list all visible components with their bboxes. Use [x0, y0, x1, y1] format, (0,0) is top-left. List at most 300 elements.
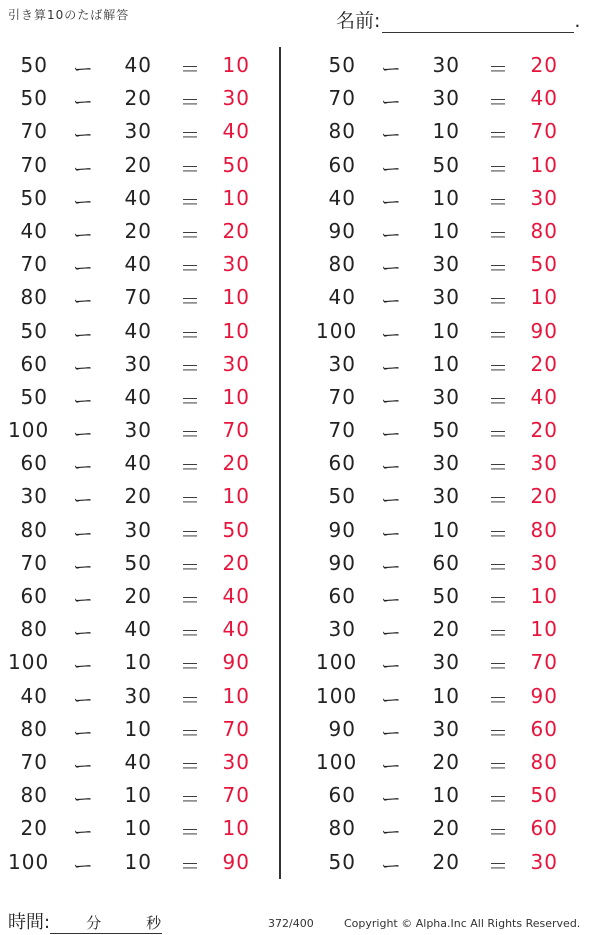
- problem-row: [0, 214, 280, 247]
- subtrahend: 30: [124, 418, 152, 443]
- minuend: 80: [20, 783, 48, 808]
- problem-row: [0, 446, 280, 479]
- equals-sign: ＝: [180, 820, 201, 845]
- subtrahend: 50: [432, 418, 460, 443]
- minuend: 90: [328, 517, 356, 542]
- equals-sign: ＝: [180, 189, 201, 214]
- subtrahend: 20: [124, 218, 152, 243]
- equals-sign: ＝: [180, 654, 201, 679]
- answer: 10: [222, 185, 250, 210]
- problem-row: [0, 645, 280, 678]
- time-label: 時間:: [8, 912, 51, 933]
- problem-row: [0, 579, 280, 612]
- minuend: 90: [328, 716, 356, 741]
- minuend: 70: [328, 86, 356, 111]
- problem-row: [0, 513, 280, 546]
- answer: 40: [530, 384, 558, 409]
- name-label: 名前:: [336, 10, 381, 32]
- minuend: 60: [328, 451, 356, 476]
- problem-row: [308, 778, 588, 811]
- problem-row: [0, 81, 280, 114]
- subtrahend: 10: [124, 849, 152, 874]
- answer: 10: [530, 285, 558, 310]
- subtrahend: 10: [432, 683, 460, 708]
- equals-sign: ＝: [180, 123, 201, 148]
- problem-row: [308, 181, 588, 214]
- subtrahend: 40: [124, 749, 152, 774]
- minus-sign: ー: [73, 554, 94, 579]
- subtrahend: 30: [124, 683, 152, 708]
- minuend: 50: [20, 384, 48, 409]
- subtrahend: 20: [124, 584, 152, 608]
- equals-sign: ＝: [180, 621, 201, 646]
- subtrahend: 40: [124, 451, 152, 476]
- answer: 40: [530, 86, 558, 111]
- minus-sign: ー: [381, 787, 402, 812]
- subtrahend: 30: [432, 53, 460, 77]
- answer: 50: [530, 252, 558, 277]
- subtrahend: 10: [124, 783, 152, 808]
- answer: 80: [530, 749, 558, 774]
- problem-row: [0, 114, 280, 147]
- problem-row: [0, 778, 280, 811]
- minuend: 100: [8, 650, 50, 675]
- problem-row: [308, 48, 588, 81]
- problem-row: [0, 712, 280, 745]
- problem-row: [0, 413, 280, 446]
- equals-sign: ＝: [488, 488, 509, 513]
- equals-sign: ＝: [488, 422, 509, 447]
- minuend: 100: [316, 650, 358, 675]
- answer: 70: [222, 418, 250, 443]
- subtrahend: 20: [432, 749, 460, 774]
- equals-sign: ＝: [180, 554, 201, 579]
- problem-row: [308, 513, 588, 546]
- minus-sign: ー: [73, 256, 94, 281]
- subtrahend: 10: [124, 716, 152, 741]
- minuend: 40: [20, 683, 48, 708]
- minuend: 100: [316, 318, 358, 343]
- equals-sign: ＝: [488, 355, 509, 380]
- name-blank-line: [382, 12, 574, 33]
- minuend: 100: [8, 849, 50, 874]
- equals-sign: ＝: [488, 554, 509, 579]
- equals-sign: ＝: [488, 654, 509, 679]
- problem-row: [308, 479, 588, 512]
- minuend: 50: [328, 53, 356, 77]
- subtrahend: 30: [432, 252, 460, 277]
- minus-sign: ー: [73, 753, 94, 778]
- minus-sign: ー: [381, 289, 402, 314]
- subtrahend: 20: [124, 152, 152, 177]
- subtrahend: 20: [124, 86, 152, 111]
- minus-sign: ー: [73, 455, 94, 480]
- minuend: 30: [328, 351, 356, 376]
- subtrahend: 40: [124, 318, 152, 343]
- minus-sign: ー: [381, 256, 402, 281]
- subtrahend: 50: [124, 550, 152, 575]
- subtrahend: 30: [432, 86, 460, 111]
- minuend: 90: [328, 550, 356, 575]
- equals-sign: ＝: [180, 853, 201, 878]
- minuend: 70: [328, 384, 356, 409]
- minuend: 50: [20, 185, 48, 210]
- subtrahend: 40: [124, 252, 152, 277]
- equals-sign: ＝: [180, 720, 201, 745]
- minuend: 50: [328, 484, 356, 509]
- answer: 10: [222, 816, 250, 841]
- minuend: 80: [20, 517, 48, 542]
- minus-sign: ー: [73, 388, 94, 413]
- problem-row: [308, 845, 588, 878]
- equals-sign: ＝: [488, 753, 509, 778]
- answer: 70: [222, 783, 250, 808]
- subtrahend: 40: [124, 384, 152, 409]
- problem-row: [0, 679, 280, 712]
- answer: 80: [530, 218, 558, 243]
- minus-sign: ー: [381, 189, 402, 214]
- subtrahend: 30: [124, 517, 152, 542]
- minus-sign: ー: [381, 720, 402, 745]
- subtrahend: 30: [432, 451, 460, 476]
- minus-sign: ー: [73, 322, 94, 347]
- subtrahend: 50: [432, 584, 460, 608]
- minus-sign: ー: [381, 90, 402, 115]
- answer: 30: [530, 849, 558, 874]
- problem-row: [308, 413, 588, 446]
- problem-row: [308, 81, 588, 114]
- equals-sign: ＝: [488, 820, 509, 845]
- minus-sign: ー: [73, 521, 94, 546]
- problem-row: [0, 347, 280, 380]
- minus-sign: ー: [381, 853, 402, 878]
- minus-sign: ー: [381, 753, 402, 778]
- answer: 20: [530, 351, 558, 376]
- answer: 80: [530, 517, 558, 542]
- minus-sign: ー: [381, 123, 402, 148]
- minuend: 20: [20, 816, 48, 841]
- answer: 30: [222, 252, 250, 277]
- problem-row: [0, 314, 280, 347]
- minus-sign: ー: [73, 588, 94, 612]
- minuend: 80: [20, 617, 48, 642]
- seconds-unit: 秒: [146, 914, 162, 932]
- subtrahend: 10: [432, 185, 460, 210]
- minus-sign: ー: [381, 355, 402, 380]
- minus-sign: ー: [73, 355, 94, 380]
- problem-row: [0, 745, 280, 778]
- minutes-unit: 分: [86, 914, 102, 932]
- page-number: 372/400: [268, 917, 314, 930]
- name-field: [336, 6, 580, 33]
- equals-sign: ＝: [180, 687, 201, 712]
- problem-row: [0, 380, 280, 413]
- problem-row: [308, 811, 588, 844]
- worksheet-title: 引き算10のたば解答: [8, 8, 130, 22]
- minus-sign: ー: [381, 654, 402, 679]
- minus-sign: ー: [381, 222, 402, 247]
- minus-sign: ー: [381, 488, 402, 513]
- problem-row: [308, 579, 588, 612]
- equals-sign: ＝: [488, 90, 509, 115]
- equals-sign: ＝: [180, 289, 201, 314]
- answer: 30: [222, 749, 250, 774]
- equals-sign: ＝: [488, 256, 509, 281]
- subtrahend: 20: [432, 617, 460, 642]
- equals-sign: ＝: [488, 621, 509, 646]
- minuend: 60: [328, 783, 356, 808]
- problem-row: [308, 247, 588, 280]
- minuend: 80: [328, 252, 356, 277]
- left-problem-column: [0, 48, 280, 878]
- time-field: [8, 908, 162, 934]
- equals-sign: ＝: [488, 189, 509, 214]
- minus-sign: ー: [381, 621, 402, 646]
- answer: 20: [530, 53, 558, 77]
- equals-sign: ＝: [180, 256, 201, 281]
- answer: 10: [530, 584, 558, 608]
- minuend: 50: [20, 318, 48, 343]
- equals-sign: ＝: [180, 156, 201, 181]
- minuend: 30: [20, 484, 48, 509]
- subtrahend: 30: [432, 484, 460, 509]
- equals-sign: ＝: [488, 222, 509, 247]
- subtrahend: 10: [432, 318, 460, 343]
- subtrahend: 70: [124, 285, 152, 310]
- subtrahend: 30: [124, 351, 152, 376]
- equals-sign: ＝: [488, 720, 509, 745]
- subtrahend: 30: [432, 716, 460, 741]
- problem-row: [308, 380, 588, 413]
- answer: 90: [530, 318, 558, 343]
- equals-sign: ＝: [180, 455, 201, 480]
- answer: 20: [222, 550, 250, 575]
- answer: 50: [222, 517, 250, 542]
- equals-sign: ＝: [488, 687, 509, 712]
- equals-sign: ＝: [180, 90, 201, 115]
- minus-sign: ー: [73, 422, 94, 447]
- equals-sign: ＝: [180, 588, 201, 612]
- problem-row: [308, 347, 588, 380]
- subtrahend: 20: [432, 816, 460, 841]
- minuend: 70: [20, 152, 48, 177]
- equals-sign: ＝: [180, 753, 201, 778]
- equals-sign: ＝: [488, 455, 509, 480]
- answer: 20: [222, 218, 250, 243]
- answer: 10: [222, 53, 250, 77]
- equals-sign: ＝: [180, 355, 201, 380]
- minuend: 50: [20, 53, 48, 77]
- equals-sign: ＝: [180, 488, 201, 513]
- subtrahend: 30: [432, 384, 460, 409]
- time-blank-line: [50, 915, 162, 934]
- minus-sign: ー: [73, 57, 94, 81]
- answer: 10: [530, 617, 558, 642]
- minus-sign: ー: [381, 687, 402, 712]
- answer: 20: [530, 418, 558, 443]
- equals-sign: ＝: [488, 156, 509, 181]
- answer: 90: [222, 650, 250, 675]
- answer: 10: [530, 152, 558, 177]
- subtrahend: 40: [124, 53, 152, 77]
- answer: 70: [222, 716, 250, 741]
- equals-sign: ＝: [488, 588, 509, 612]
- minus-sign: ー: [73, 720, 94, 745]
- equals-sign: ＝: [180, 222, 201, 247]
- equals-sign: ＝: [488, 388, 509, 413]
- minus-sign: ー: [381, 388, 402, 413]
- answer: 40: [222, 584, 250, 608]
- problem-row: [308, 546, 588, 579]
- equals-sign: ＝: [488, 521, 509, 546]
- problem-row: [0, 479, 280, 512]
- problem-row: [0, 811, 280, 844]
- minus-sign: ー: [381, 554, 402, 579]
- problem-row: [0, 845, 280, 878]
- minus-sign: ー: [73, 289, 94, 314]
- minuend: 30: [328, 617, 356, 642]
- minus-sign: ー: [73, 654, 94, 679]
- minus-sign: ー: [381, 820, 402, 845]
- answer: 70: [530, 119, 558, 144]
- minuend: 80: [20, 716, 48, 741]
- subtrahend: 10: [432, 783, 460, 808]
- equals-sign: ＝: [488, 289, 509, 314]
- minuend: 70: [20, 749, 48, 774]
- problem-row: [308, 314, 588, 347]
- answer: 30: [222, 86, 250, 111]
- minus-sign: ー: [73, 123, 94, 148]
- minus-sign: ー: [73, 787, 94, 812]
- problem-row: [308, 114, 588, 147]
- minus-sign: ー: [381, 57, 402, 81]
- equals-sign: ＝: [180, 787, 201, 812]
- minus-sign: ー: [73, 189, 94, 214]
- minuend: 100: [8, 418, 50, 443]
- equals-sign: ＝: [488, 853, 509, 878]
- minuend: 70: [328, 418, 356, 443]
- problem-row: [308, 745, 588, 778]
- equals-sign: ＝: [180, 521, 201, 546]
- answer: 60: [530, 716, 558, 741]
- equals-sign: ＝: [180, 388, 201, 413]
- subtrahend: 20: [432, 849, 460, 874]
- equals-sign: ＝: [180, 57, 201, 81]
- answer: 20: [530, 484, 558, 509]
- subtrahend: 30: [432, 285, 460, 310]
- minuend: 40: [328, 185, 356, 210]
- problem-row: [0, 612, 280, 645]
- minuend: 60: [328, 584, 356, 608]
- minus-sign: ー: [381, 156, 402, 181]
- answer: 20: [222, 451, 250, 476]
- subtrahend: 20: [124, 484, 152, 509]
- minus-sign: ー: [381, 521, 402, 546]
- minuend: 70: [20, 119, 48, 144]
- subtrahend: 30: [124, 119, 152, 144]
- problem-row: [308, 679, 588, 712]
- answer: 40: [222, 617, 250, 642]
- answer: 10: [222, 384, 250, 409]
- problem-row: [0, 280, 280, 313]
- answer: 10: [222, 484, 250, 509]
- minuend: 40: [328, 285, 356, 310]
- copyright-notice: Copyright © Alpha.Inc All Rights Reserved.: [344, 917, 581, 930]
- answer: 30: [222, 351, 250, 376]
- minuend: 60: [20, 584, 48, 608]
- answer: 50: [222, 152, 250, 177]
- subtrahend: 10: [432, 351, 460, 376]
- name-end-mark: .: [574, 10, 581, 32]
- minus-sign: ー: [73, 222, 94, 247]
- equals-sign: ＝: [488, 787, 509, 812]
- minuend: 60: [20, 451, 48, 476]
- answer: 60: [530, 816, 558, 841]
- answer: 90: [530, 683, 558, 708]
- answer: 30: [530, 451, 558, 476]
- minuend: 60: [20, 351, 48, 376]
- minus-sign: ー: [381, 455, 402, 480]
- problem-row: [0, 546, 280, 579]
- subtrahend: 10: [124, 650, 152, 675]
- minuend: 70: [20, 252, 48, 277]
- problem-row: [0, 247, 280, 280]
- answer: 30: [530, 185, 558, 210]
- equals-sign: ＝: [488, 322, 509, 347]
- minuend: 50: [328, 849, 356, 874]
- answer: 70: [530, 650, 558, 675]
- problem-row: [308, 280, 588, 313]
- subtrahend: 10: [124, 816, 152, 841]
- minuend: 80: [20, 285, 48, 310]
- answer: 10: [222, 683, 250, 708]
- subtrahend: 10: [432, 218, 460, 243]
- problem-row: [0, 48, 280, 81]
- minus-sign: ー: [73, 853, 94, 878]
- minus-sign: ー: [73, 621, 94, 646]
- minuend: 100: [316, 683, 358, 708]
- problem-row: [308, 712, 588, 745]
- subtrahend: 40: [124, 617, 152, 642]
- equals-sign: ＝: [180, 422, 201, 447]
- equals-sign: ＝: [488, 123, 509, 148]
- problem-row: [308, 214, 588, 247]
- minuend: 100: [316, 749, 358, 774]
- minus-sign: ー: [381, 588, 402, 612]
- subtrahend: 40: [124, 185, 152, 210]
- minuend: 40: [20, 218, 48, 243]
- answer: 50: [530, 783, 558, 808]
- minus-sign: ー: [73, 156, 94, 181]
- minus-sign: ー: [73, 820, 94, 845]
- problem-row: [308, 148, 588, 181]
- problem-row: [308, 612, 588, 645]
- answer: 10: [222, 318, 250, 343]
- minus-sign: ー: [381, 322, 402, 347]
- subtrahend: 50: [432, 152, 460, 177]
- minus-sign: ー: [73, 90, 94, 115]
- subtrahend: 10: [432, 119, 460, 144]
- problem-row: [308, 645, 588, 678]
- minuend: 60: [328, 152, 356, 177]
- answer: 40: [222, 119, 250, 144]
- answer: 30: [530, 550, 558, 575]
- minus-sign: ー: [73, 488, 94, 513]
- subtrahend: 30: [432, 650, 460, 675]
- right-problem-column: [308, 48, 588, 878]
- problem-row: [0, 181, 280, 214]
- minus-sign: ー: [381, 422, 402, 447]
